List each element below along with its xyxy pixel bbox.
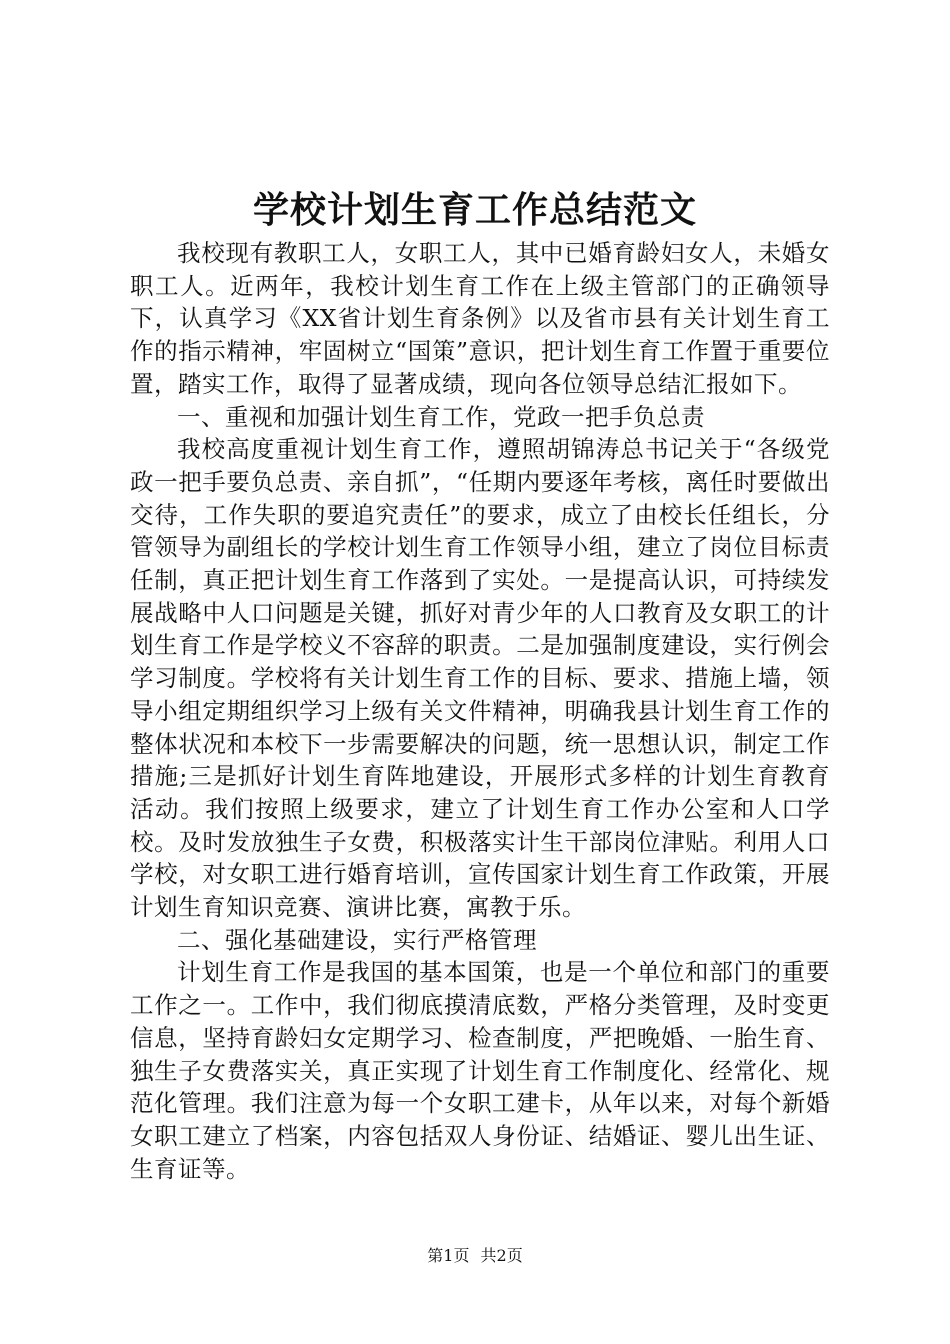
page-footer — [0, 1245, 950, 1267]
page-total: 共2页 — [480, 1246, 523, 1265]
section-heading-1: 一、重视和加强计划生育工作，党政一把手负总责 — [177, 402, 705, 431]
document-body — [130, 237, 830, 1185]
section-1-paragraph: 我校高度重视计划生育工作，遵照胡锦涛总书记关于“各级党政一把手要负总责、亲自抓”，“任期内要逐年考核，离任时要做出交待，工作失职的要追究责任”的要求，成立了由校长任组长，分管领导为副组长的学校计划生育工作领导小组，建立了岗位目标责任制，真正把计划生育工作落到了实处。一是提高认识，可持续发展战略中人口问题是关键，抓好对青少年的人口教育及女职工的计划生育工作是学校义不容辞的职责。二是加强制度建设，实行例会学习制度。学校将有关计划生育工作的目标、要求、措施上墙，领导小组定期组织学习上级有关文件精神，明确我县计划生育工作的整体状况和本校下一步需要解决的问题，统一思想认识，制定工作措施;三是抓好计划生育阵地建设，开展形式多样的计划生育教育活动。我们按照上级要求，建立了计划生育工作办公室和人口学校。及时发放独生子女费，积极落实计生干部岗位津贴。利用人口学校，对女职工进行婚育培训，宣传国家计划生育工作政策，开展计划生育知识竞赛、演讲比赛，寓教于乐。 — [130, 435, 830, 922]
document-title: 学校计划生育工作总结范文 — [252, 189, 697, 231]
section-heading-2: 二、强化基础建设，实行严格管理 — [177, 925, 537, 954]
section-2-paragraph: 计划生育工作是我国的基本国策，也是一个单位和部门的重要工作之一。工作中，我们彻底摸清底数，严格分类管理，及时变更信息，坚持育龄妇女定期学习、检查制度，严把晚婚、一胎生育、独生子女费落实关，真正实现了计划生育工作制度化、经常化、规范化管理。我们注意为每一个女职工建卡，从年以来，对每个新婚女职工建立了档案，内容包括双人身份证、结婚证、婴儿出生证、生育证等。 — [130, 958, 830, 1183]
intro-paragraph: 我校现有教职工人，女职工人，其中已婚育龄妇女人，未婚女职工人。近两年，我校计划生育工作在上级主管部门的正确领导下，认真学习《XX省计划生育条例》以及省市县有关计划生育工作的指示精神，牢固树立“国策”意识，把计划生育工作置于重要位置，踏实工作，取得了显著成绩，现向各位领导总结汇报如下。 — [130, 239, 830, 398]
page-number: 第1页 — [427, 1246, 470, 1265]
